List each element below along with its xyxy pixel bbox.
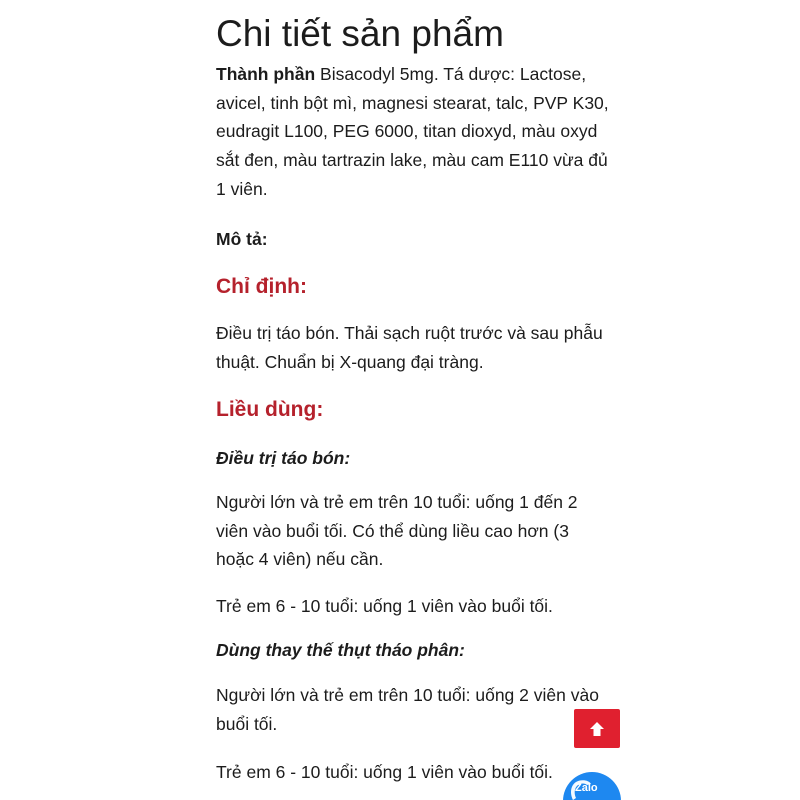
constipation-adults-text: Người lớn và trẻ em trên 10 tuổi: uống 1 đến 2 viên vào buổi tối. Có thể dùng liều cao hơn (3 hoặc 4 viên) nếu cần.	[216, 492, 578, 570]
enema-subheading: Dùng thay thế thụt tháo phân:	[216, 640, 465, 660]
constipation-subheading: Điều trị táo bón:	[216, 448, 351, 468]
ingredients-paragraph	[216, 60, 611, 204]
dosage-heading: Liều dùng:	[216, 398, 324, 421]
description-label: Mô tả:	[216, 229, 268, 249]
indication-heading: Chỉ định:	[216, 275, 307, 298]
ingredients-label: Thành phần	[216, 64, 316, 84]
zalo-label: Zalo	[575, 782, 598, 794]
scroll-to-top-button[interactable]	[574, 709, 620, 748]
indication-text: Điều trị táo bón. Thải sạch ruột trước và sau phẫu thuật. Chuẩn bị X-quang đại tràng.	[216, 323, 603, 372]
enema-children-text: Trẻ em 6 - 10 tuổi: uống 1 viên vào buổi tối.	[216, 762, 553, 782]
zalo-chat-button[interactable]	[563, 772, 621, 800]
constipation-children-text: Trẻ em 6 - 10 tuổi: uống 1 viên vào buổi tối.	[216, 596, 553, 616]
arrow-up-icon	[588, 720, 606, 738]
enema-adults-text: Người lớn và trẻ em trên 10 tuổi: uống 2 viên vào buổi tối.	[216, 685, 599, 734]
ingredients-text: Bisacodyl 5mg. Tá dược: Lactose, avicel, tinh bột mì, magnesi stearat, talc, PVP K30, eudragit L100, PEG 6000, titan dioxyd, màu oxyd sắt đen, màu tartrazin lake, màu cam E110 vừa đủ 1 viên.	[216, 64, 609, 199]
page-title: Chi tiết sản phẩm	[216, 13, 504, 54]
